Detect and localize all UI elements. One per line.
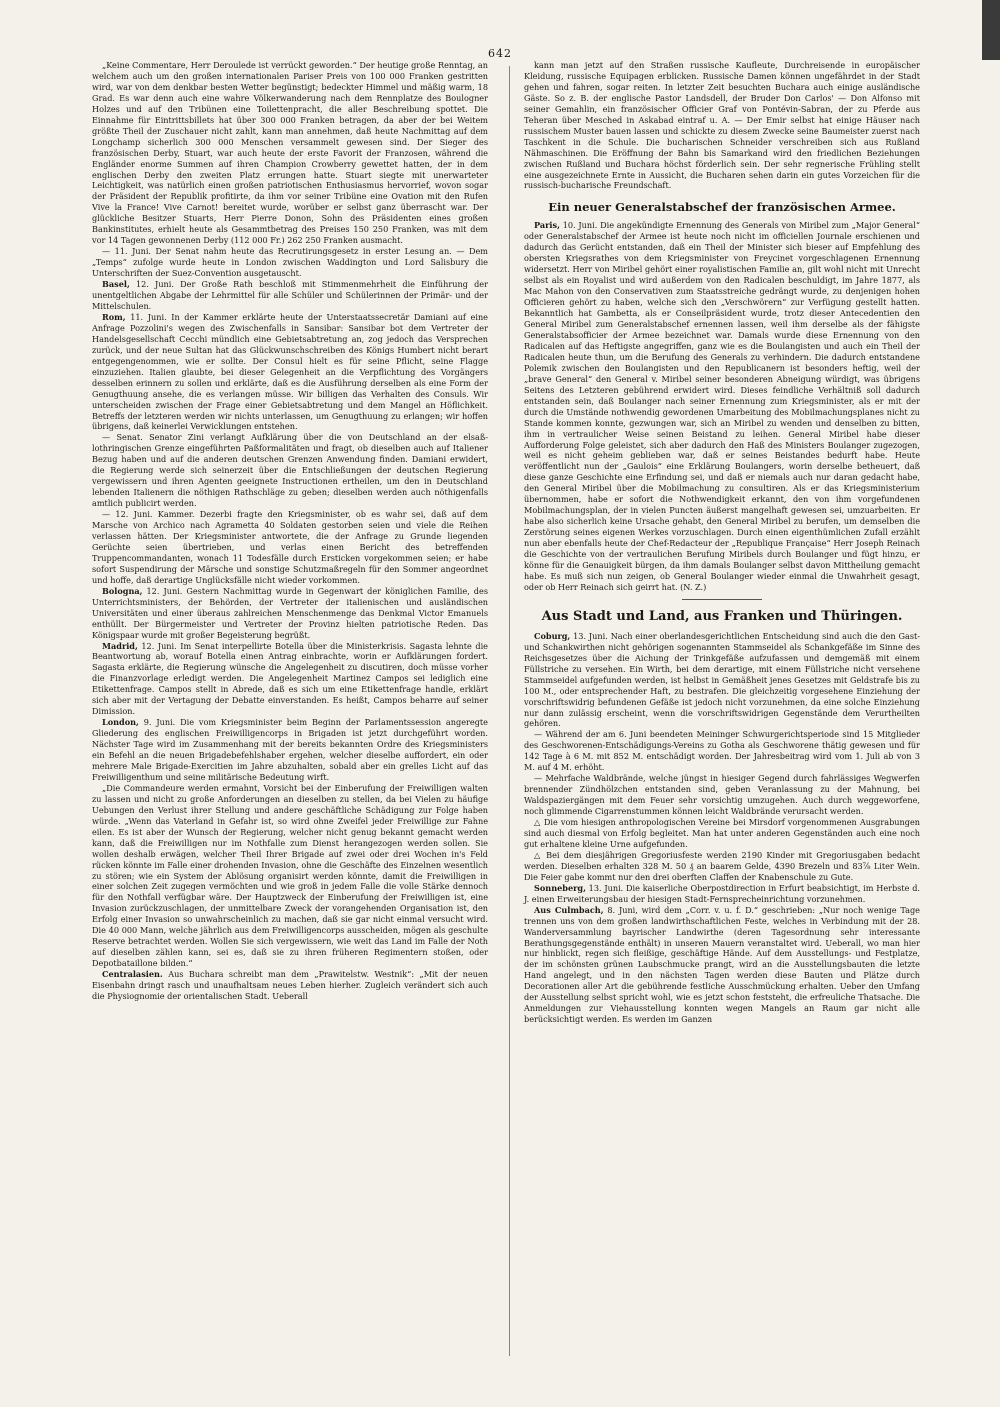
paragraph-text: 9. Juni. Die vom Kriegsminister beim Beginn der Parlamentssession angeregte Gliederung des englischen Freiwilligencorps in Brigaden ist jetzt durchgeführt worden. Nächster Tage wird im Zusammenhang mit der bereits bekannten Ordre des Kriegsministers ein Befehl an die neuen Brigadebefehlshaber ergehen, welcher dieselbe auffordert, ein oder mehrere Male Brigade-Exercitien im Jahre abzuhalten, sobald aber ein grelles Licht auf das Freiwilligenthum und seine militärische Bedeutung wirft. (92, 717, 488, 782)
section-stadt-body (524, 631, 920, 1025)
dateline-place: Bologna, (102, 585, 143, 596)
paragraph-text: △ Die vom hiesigen anthropologischen Vereine bei Mirsdorf vorgenommenen Ausgrabungen sind auch diesmal von Erfolg begleitet. Man hat unter anderen Gegenständen auch eine noch gut erhaltene kleine Urne aufgefunden. (524, 817, 920, 849)
article-paragraph (92, 641, 488, 718)
article-paragraph (92, 586, 488, 641)
article-paragraph (92, 969, 488, 1002)
left-column (92, 60, 488, 1002)
dateline-place: Sonneberg, (534, 882, 586, 893)
dateline-place: Paris, (534, 220, 560, 231)
dateline-place: London, (102, 717, 139, 728)
paragraph-text: 11. Juni. In der Kammer erklärte heute der Unterstaatssecretär Damiani auf eine Anfrage Pozzolini's wegen des Zwischenfalls in Sansibar: Sansibar bot dem Vertreter der Handelsgesellschaft Cecchi mündlich eine Gebietsabtretung an, zog jedoch das Versprechen zurück, und der neue Sultan hat das Glückwunschschreiben des Königs Humbert nicht berart entgegengenommen, wie er sollte. Der Consul hielt es für seine Pflicht, seine Flagge einzuziehen. Italien glaubte, bei dieser Gelegenheit an die Verpflichtung des Vorgängers desselben erinnern zu sollen und erklärte, daß es die Ausführung derselben als eine Form der Genugthuung ansehe, die es verlangen müsse. Wir billigen das Verhalten des Consuls. Wir unterscheiden zwischen der Frage einer Gebietsabtretung und dem Mangel an Höflichkeit. Betreffs der letzteren werden wir nichts unterlassen, um Genugthuung zu erlangen; wir hoffen übrigens, daß keinerlei Verwicklungen entstehen. (92, 311, 488, 432)
paragraph-text: 12. Juni. Der Große Rath beschloß mit Stimmenmehrheit die Einführung der unentgeltlichen Abgabe der Lehrmittel für alle Schüler und Schülerinnen der Primär- und der Mittelschulen. (92, 279, 488, 311)
article-paragraph (524, 905, 920, 1025)
section-title-generalstab: Ein neuer Generalstabschef der französischen Armee. (548, 200, 896, 215)
paragraph-text: 12. Juni. Gestern Nachmittag wurde in Gegenwart der königlichen Familie, des Unterrichtsministers, der Behörden, der Vertreter der italienischen und ausländischen Universitäten und einer überaus zahlreichen Menschenmenge das Denkmal Victor Emanuels enthüllt. Der Bürgermeister und Vertreter der Provinz hielten patriotische Reden. Das Königspaar wurde mit großer Begeisterung begrüßt. (92, 585, 488, 640)
paragraph-text: „Die Commandeure werden ermahnt, Vorsicht bei der Einberufung der Freiwilligen walten zu lassen und nicht zu große Anforderungen an dieselben zu stellen, da bei Vielen zu häufige Uebungen den Verlust ihrer Stellung und andere geschäftliche Schädigung zur Folge haben würde. „Wenn das Vaterland in Gefahr ist, so wird ohne Zweifel jeder Freiwillige zur Fahne eilen. Es ist aber der Wunsch der Regierung, welcher nicht genug bekannt gemacht werden kann, daß die Freiwilligen nur im Nothfalle zum Dienst herangezogen werden sollen. Sie wollen deshalb erwägen, welcher Theil Ihrer Brigade auf zwei oder drei Wochen in's Feld rücken könnte im Falle einer drohenden Invasion, ohne die Geschäfte des Einzelnen wesentlich zu stören; wie ein System der Ablösung organisirt werden könnte, damit die Freiwilligen in einer solchen Zeit zugegen vermöchten und wie groß in jedem Falle die volle Stärke dennoch für den Nothfall verfügbar wäre. Der Hauptzweck der Einberufung der Freiwilligen ist, eine Invasion zurückzuschlagen, der unmittelbare Zweck der vorangehenden Organisation ist, den Erfolg einer Invasion so unwahrscheinlich zu machen, daß sie gar nicht einmal versucht wird. Die 40 000 Mann, welche jährlich aus dem Freiwilligencorps ausscheiden, mögen als geschulte Reserve betrachtet werden. Wollen Sie sich vergewissern, wie weit das Land im Falle der Noth auf dieselben zählen kann, sei es, daß sie zu ihren früheren Regimentern stoßen, oder Depotbataillone bilden.“ (92, 782, 488, 969)
article-paragraph (524, 773, 920, 817)
article-paragraph (524, 817, 920, 850)
paragraph-text: — Mehrfache Waldbrände, welche jüngst in hiesiger Gegend durch fahrlässiges Wegwerfen brennender Zündhölzchen entstanden sind, geben Veranlassung zu der Mahnung, bei Waldspaziergängen mit dem Feuer sehr vorsichtig umzugehen. Auch durch weggeworfene, noch glimmende Cigarrenstummen können leicht Waldbrände verursacht werden. (524, 773, 920, 817)
paragraph-text: 12. Juni. Im Senat interpellirte Botella über die Ministerkrisis. Sagasta lehnte die Beantwortung ab, worauf Botella einen Antrag einbrachte, worin er Aufklärungen fordert. Sagasta erklärte, die Regierung wünsche die Angelegenheit zu discutiren, doch müsse vorher die Finanzvorlage erledigt werden. Die Angelegenheit Martinez Campos sei lediglich eine Etikettenfrage. Campos stellt in Abrede, daß es sich um eine Etikettenfrage handle, erklärt sich aber mit der Vertagung der Debatte einverstanden. Es heißt, Campos beharre auf seiner Dimission. (92, 640, 488, 717)
paragraph-text: — Senat. Senator Zini verlangt Aufklärung über die von Deutschland an der elsaß-lothringischen Grenze eingeführten Paßformalitäten und fragt, ob dieselben auch auf Italiener Bezug haben und auf die anderen deutschen Grenzen Anwendung finden. Damiani erwidert, die Regierung werde sich seinerzeit über die Entschließungen der deutschen Regierung vergewissern und ihren Agenten geeignete Instructionen ertheilen, um den in Deutschland lebenden Italienern die nöthigen Rathschläge zu geben; dieselben werden auch nöthigenfalls amtlich publicirt werden. (92, 432, 488, 509)
paragraph-text: kann man jetzt auf den Straßen russische Kaufleute, Durchreisende in europäischer Kleidung, russische Equipagen erblicken. Russische Damen können ungefährdet in der Stadt gehen und fahren, sogar reiten. In letzter Zeit besuchten Buchara auch einige ausländische Gäste. So z. B. der englische Pastor Landsdell, der Bruder Don Carlos' — Don Alfonso mit seiner Gemahlin, ein französischer Officier Graf von Pontévin-Sabran, der zu Pferde aus Teheran über Mesched in Askabad eintraf u. A. — Der Emir selbst hat einige Häuser nach russischem Muster bauen lassen und schickte zu diesem Zwecke seine Baumeister zuerst nach Taschkent in die Schule. Die bucharischen Schneider verschreiben sich aus Rußland Nähmaschinen. Die Eröffnung der Bahn bis Samarkand wird den friedlichen Beziehungen zwischen Rußland und Buchara höchst förderlich sein. Der sehr regnerische Frühling stellt eine ausgezeichnete Ernte in Aussicht, die Bucharen sehen darin ein gutes Vorzeichen für die russisch-bucharische Freundschaft. (524, 60, 920, 191)
article-paragraph (524, 883, 920, 905)
dateline-place: Madrid, (102, 640, 138, 651)
paragraph-text: Aus Buchara schreibt man dem „Prawitelstw. Westnik“: „Mit der neuen Eisenbahn dringt rasch und unaufhaltsam neues Leben hierher. Zugleich verändert sich auch die Physiognomie der orientalischen Stadt. Ueberall (92, 969, 488, 1002)
right-column-continuation (524, 60, 920, 191)
section-title-stadt-und-land: Aus Stadt und Land, aus Franken und Thüringen. (541, 608, 903, 624)
dateline-place: Aus Culmbach, (534, 904, 604, 915)
dateline-place: Coburg, (534, 630, 571, 641)
article-paragraph (524, 220, 920, 592)
column-divider (509, 66, 510, 1356)
section-generalstab-body (524, 220, 920, 592)
paragraph-text: △ Bei dem diesjährigen Gregoriusfeste werden 2190 Kinder mit Gregoriusgaben bedacht werden. Dieselben erhalten 328 M. 50 ₰ an baarem Gelde, 4390 Brezeln und 83⅞ Liter Wein. Die Feier gabe kommt nur den drei oberften Claffen der Knabenschule zu Gute. (524, 849, 920, 882)
paragraph-text: 10. Juni. Die angekündigte Ernennung des Generals von Miribel zum „Major General“ oder Generalstabschef der Armee ist heute noch nicht im officiellen Journale erschienen und dadurch das Gerücht entstanden, daß ein Theil der Minister sich bieser auf Empfehlung des obersten Kriegsrathes von dem Kriegsminister von Freycinet vorgeschlagenen Ernennung widersetzt. Herr von Miribel gehört einer royalistischen Familie an, gilt wohl nicht mit Unrecht selbst als ein Royalist und wird außerdem von den Radicalen beschuldigt, im Jahre 1877, als Mac Mahon von den Conservativen zum Staatsstreiche gedrängt wurde, zu denjenigen hohen Officieren gehört zu haben, welche sich den „Verschwörern“ zur Verfügung gestellt hatten. Bekanntlich hat Gambetta, als er Conseilpräsident wurde, trotz dieser Antecedentien den General Miribel zum Generalstabschef ernennen lassen, weil ihm derselbe als der fähigste Generalstabsofficier der Armee bezeichnet war. Damals wurde diese Ernennung von den Radicalen auf das Heftigste angegriffen, ganz wie es die Boulangisten und auch ein Theil der Radicalen heute thun, um die Berufung des Generals zu verhindern. Die dadurch entstandene Polemik zwischen den Boulangisten und den Republicanern ist besonders heftig, weil der „brave General“ den General v. Miribel seiner besonderen Abneigung würdigt, was übrigens Seitens des Letzteren gebührend erwidert wird. Dieses feindliche Verhältniß soll dadurch entstanden sein, daß Boulanger nach seiner Ernennung zum Kriegsminister, als er mit der durch die Umstände nothwendig gewordenen Umarbeitung des Mobilmachungsplanes nicht zu Stande kommen konnte, gezwungen war, sich an Miribel zu wenden und denselben zu bitten, ihm in vertraulicher Weise seinen Beistand zu leihen. General Miribel habe dieser Aufforderung Folge geleistet, sich aber dadurch den Haß des Ministers Boulanger zugezogen, weil es nicht geheim geblieben war, daß er seines Beistandes bedurft habe. Heute veröffentlicht nun der „Gaulois“ eine Erklärung Boulangers, worin derselbe betheuert, daß diese ganze Geschichte eine Erfindung sei, und daß er niemals auch nur daran gedacht habe, den General Miribel über die Mobilmachung zu consultiren. Als er das Kriegsministerium übernommen, habe er sofort die Nothwendigkeit erkannt, den von ihm vorgefundenen Mobilmachungsplan, der in vielen Puncten äußerst mangelhaft gewesen sei, umzuarbeiten. Er habe also sicherlich keine Ursache gehabt, den General Miribel zu berufen, um demselben die Zerstörung seines eigenen Werkes vorzuschlagen. Durch einen eigenthümlichen Zufall erzählt nun aber ebenfalls heute der Chef-Redacteur der „Republique Française“ Herr Joseph Reinach die Geschichte von der vertraulichen Berufung Miribels durch Boulanger und fügt hinzu, er könne für die Genauigkeit bürgen, da ihm damals Boulanger selbst davon Mittheilung gemacht habe. Es muß sich nun zeigen, ob General Boulanger wieder einmal die Unwahrheit gesagt, oder ob Herr Reinach sich geirrt hat. (N. Z.) (524, 220, 920, 592)
article-paragraph (524, 729, 920, 773)
article-paragraph (524, 631, 920, 730)
article-paragraph (92, 312, 488, 432)
paragraph-text: „Keine Commentare, Herr Deroulede ist verrückt geworden.“ Der heutige große Renntag, an welchem auch um den großen internationalen Pariser Preis von 100 000 Franken gestritten wird, war von dem denkbar besten Wetter begünstigt; bedeckter Himmel und mäßig warm, 18 Grad. Es war denn auch eine wahre Völkerwanderung nach dem Rennplatze des Boulogner Holzes und auf den Tribünen eine Toilettenpracht, die aller Beschreibung spottet. Die Einnahme für Eintrittsbillets hat über 300 000 Franken betragen, da aber der bei Weitem größte Theil der Zuschauer nicht zahlt, kann man annehmen, daß heute Nachmittag auf dem Longchamp sicherlich 300 000 Menschen versammelt gewesen sind. Der Sieger des französischen Derby, Stuart, war auch heute der erste Favorit der Franzosen, während die Engländer enorme Summen auf ihren Champion Crowberry gewettet hatten, der in dem englischen Derby den zweiten Platz errungen hatte. Stuart siegte mit unerwarteter Leichtigkeit, was natürlich einen großen patriotischen Enthusiasmus hervorrief, wovon sogar der Präsident der Republik profitirte, da ihm vor seiner Tribüne eine Ovation mit den Rufen Vive la France! Vive Carnot! bereitet wurde, worüber er selbst ganz überrascht war. Der glückliche Besitzer Stuarts, Herr Pierre Donon, Sohn des Präsidenten eines großen Bankinstitutes, erhielt heute als Gesammtbetrag des Preises 150 250 Franken, was mit dem vor 14 Tagen gewonnenen Derby (112 000 Fr.) 262 250 Franken ausmacht. (92, 60, 488, 246)
article-paragraph (92, 60, 488, 246)
article-paragraph (92, 509, 488, 586)
right-column (524, 60, 920, 1025)
dateline-place: Rom, (102, 311, 126, 322)
paragraph-text: — 12. Juni. Kammer. Dezerbi fragte den Kriegsminister, ob es wahr sei, daß auf dem Marsche von Archico nach Agrametta 40 Soldaten gestorben seien und viele die Reihen verlassen hätten. Der Kriegsminister antwortete, die der Anfrage zu Grunde liegenden Gerüchte seien übertrieben, und verlas einen Bericht des betreffenden Truppencommandanten, wonach 11 Todesfälle durch Ersticken vorgekommen seien; er habe sofort Suspendirung der Märsche und sonstige Schutzmaßregeln für den Sommer angeordnet und hoffe, daß derartige Unglücksfälle nicht wieder vorkommen. (92, 509, 488, 585)
dateline-place: Centralasien. (102, 969, 163, 980)
article-paragraph (524, 850, 920, 883)
dateline-place: Basel, (102, 279, 130, 290)
article-paragraph (92, 783, 488, 969)
paragraph-text: 13. Juni. Nach einer oberlandesgerichtlichen Entscheidung sind auch die den Gast- und Schankwirthen nicht gehörigen sogenannten Stammseidel als Schankgefäße im Sinne des Reichsgesetzes über die Aichung der Trinkgefäße aufzufassen und demgemäß mit einem Füllstriche zu versehen. Ein Wirth, bei dem derartige, mit einem Füllstriche nicht versehene Stammseidel aufgefunden werden, ist helbst in Gemäßheit jenes Gesetzes mit Geldstrafe bis zu 100 M., oder entsprechender Haft, zu bestrafen. Die gleichzeitig vorgesehene Einziehung der vorschriftswidrig befundenen Gefäße ist jedoch nicht vorzunehmen, da eine solche Einziehung nur dann zulässig erscheint, wenn die vorschriftswidrigen Gegenstände dem Verurtheilten gehören. (524, 630, 920, 729)
paragraph-text: — Während der am 6. Juni beendeten Meininger Schwurgerichtsperiode sind 15 Mitglieder des Geschworenen-Entschädigungs-Vereins zu Gotha als Geschworene thätig gewesen und für 142 Tage à 6 M. mit 852 M. entschädigt worden. Der Jahresbeitrag wird vom 1. Juli ab von 3 M. auf 4 M. erhöht. (524, 729, 920, 773)
article-paragraph (92, 717, 488, 783)
article-paragraph (524, 60, 920, 191)
article-paragraph (92, 246, 488, 279)
article-paragraph (92, 432, 488, 509)
paragraph-text: 8. Juni, wird dem „Corr. v. u. f. D.“ geschrieben: „Nur noch wenige Tage trennen uns von dem großen landwirthschaftlichen Feste, welches in Verbindung mit der 28. Wanderversammlung bayrischer Landwirthe (deren Tagesordnung sehr interessante Berathungsgegenstände enthält) in unseren Mauern veranstaltet wird. Ueberall, wo man hier nur hinblickt, regen sich fleißige, geschäftige Hände. Auf dem Ausstellungs- und Festplatze, der im schönsten grünen Laubschmucke prangt, wird an die Ausstellungsbauten die letzte Hand angelegt, und in den nächsten Tagen werden diese Bauten und Plätze durch Decorationen aller Art die gebührende festliche Ausschmückung erhalten. Ueber den Umfang der Ausstellung selbst spricht wohl, wie es jetzt schon feststeht, die erfreuliche Thatsache. Die Anmeldungen zur Viehausstellung konnten wegen Mangels an Raum gar nicht alle berücksichtigt werden. Es werden im Ganzen (524, 904, 920, 1025)
article-paragraph (92, 279, 488, 312)
paragraph-text: 13. Juni. Die kaiserliche Oberpostdirection in Erfurt beabsichtigt, im Herbste d. J. einen Erweiterungsbau der hiesigen Stadt-Fernsprecheinrichtung vorzunehmen. (524, 882, 920, 904)
page-number: 642 (488, 47, 512, 60)
paragraph-text: — 11. Juni. Der Senat nahm heute das Recrutirungsgesetz in erster Lesung an. — Dem „Temps“ zufolge wurde heute in London zwischen Waddington und Lord Salisbury die Unterschriften der Suez-Convention ausgetauscht. (92, 246, 488, 279)
section-divider (682, 599, 762, 600)
